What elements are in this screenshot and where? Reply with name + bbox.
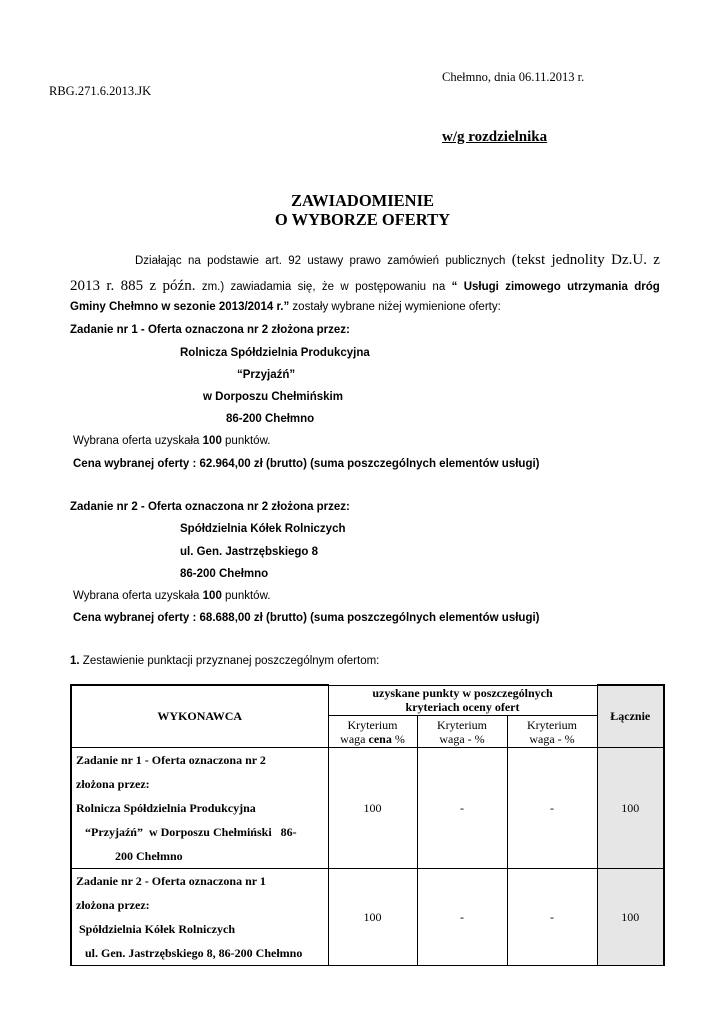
table-row (71, 748, 664, 869)
header-contractor: WYKONAWCA (71, 685, 328, 748)
task1-address-line-2: “Przyjaźń” (237, 369, 296, 381)
header-criterion-3: Kryterium waga - % (507, 716, 597, 748)
header-criterion-1: Kryterium waga cena % (328, 716, 417, 748)
row-2-criterion-2: - (417, 869, 507, 966)
task1-price-line: Cena wybranej oferty : 62.964,00 zł (brutto) (suma poszczególnych elementów usługi) (73, 458, 540, 470)
header-total: Łącznie (597, 685, 664, 748)
intro-line-2: 2013 r. 885 z późn. zm.) zawiadamia się, że w postępowaniu na “ Usługi zimowego utrzymania dróg (70, 278, 660, 294)
document-subtitle: O WYBORZE OFERTY (274, 210, 451, 229)
task2-score-line: Wybrana oferta uzyskała 100 punktów. (73, 590, 271, 602)
table-row (71, 869, 664, 966)
task2-address-line-1: Spółdzielnia Kółek Rolniczych (180, 523, 346, 535)
task1-heading: Zadanie nr 1 - Oferta oznaczona nr 2 złożona przez: (70, 324, 350, 336)
intro-line-1: Działając na podstawie art. 92 ustawy prawo zamówień publicznych (tekst jednolity Dz.U. z (135, 252, 660, 268)
task1-address-line-3: w Dorposzu Chełmińskim (203, 391, 343, 403)
task1-address-line-1: Rolnicza Spółdzielnia Produkcyjna (180, 347, 370, 359)
task1-score-line: Wybrana oferta uzyskała 100 punktów. (73, 435, 271, 447)
header-points: uzyskane punkty w poszczególnych kryteriach oceny ofert (328, 685, 597, 716)
task2-address-line-2: ul. Gen. Jastrzębskiego 8 (180, 546, 319, 558)
task2-address-line-3: 86-200 Chełmno (180, 568, 269, 580)
row-2-criterion-3: - (507, 869, 597, 966)
task1-address-line-4: 86-200 Chełmno (226, 413, 315, 425)
row-1-contractor: Zadanie nr 1 - Oferta oznaczona nr 2 złożona przez: Rolnicza Spółdzielnia Produkcyjna “Przyjaźń” w Dorposzu Chełmiński 86- 200 Chełmno (71, 748, 328, 869)
distribution-note: w/g rozdzielnika (442, 129, 548, 145)
row-1-criterion-1: 100 (328, 748, 417, 869)
row-1-criterion-2: - (417, 748, 507, 869)
row-2-criterion-1: 100 (328, 869, 417, 966)
task2-price-line: Cena wybranej oferty : 68.688,00 zł (brutto) (suma poszczególnych elementów usługi) (73, 612, 540, 624)
task2-heading: Zadanie nr 2 - Oferta oznaczona nr 2 złożona przez: (70, 501, 350, 513)
scores-table (70, 684, 665, 966)
row-2-contractor: Zadanie nr 2 - Oferta oznaczona nr 1 złożona przez: Spółdzielnia Kółek Rolniczych ul. Gen. Jastrzębskiego 8, 86-200 Chełmno (71, 869, 328, 966)
row-1-criterion-3: - (507, 748, 597, 869)
row-2-total: 100 (597, 869, 664, 966)
reference-number: RBG.271.6.2013.JK (49, 84, 152, 98)
date-line: Chełmno, dnia 06.11.2013 r. (442, 70, 585, 84)
intro-line-3: Gminy Chełmno w sezonie 2013/2014 r.” zostały wybrane niżej wymienione oferty: (70, 301, 501, 313)
document-title: ZAWIADOMIENIE (290, 191, 435, 210)
header-criterion-2: Kryterium waga - % (417, 716, 507, 748)
section-1-heading: 1. Zestawienie punktacji przyznanej poszczególnym ofertom: (70, 655, 380, 667)
row-1-total: 100 (597, 748, 664, 869)
